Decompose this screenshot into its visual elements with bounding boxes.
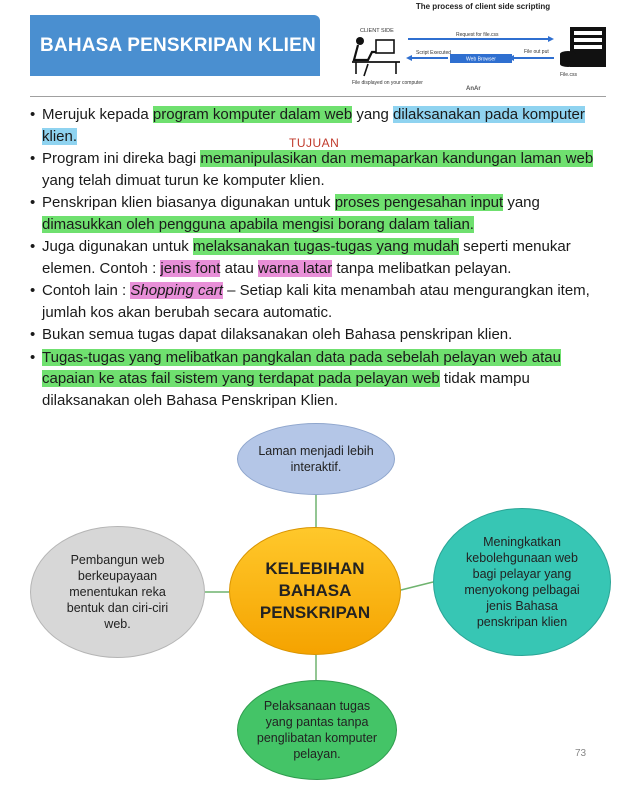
page-number: 73 <box>575 748 587 759</box>
diagram-brand: AnAr <box>466 86 481 92</box>
bullet-text: Program ini direka bagi <box>42 150 201 167</box>
bullet-item <box>30 236 610 279</box>
page-title-text: BAHASA PENSKRIPAN KLIEN <box>40 34 316 56</box>
highlighted-text: Tugas-tugas yang melibatkan pangkalan data pada sebelah pelayan web atau capaian ke atas fail sistem yang terdapat pada pelayan web <box>42 348 561 387</box>
page-title <box>30 15 320 76</box>
diagram-request-label: Request for file.css <box>456 32 499 38</box>
bullet-text: seperti menukar elemen. Contoh : <box>42 238 571 277</box>
mindmap-node-bottom: Pelaksanaan tugas yang pantas tanpa penglibatan komputer pelayan. <box>237 680 397 780</box>
bullet-item <box>30 280 610 323</box>
diagram-script-label: Script Executed <box>416 50 452 56</box>
bullet-text: Juga digunakan untuk <box>42 238 193 255</box>
client-side-scripting-diagram <box>338 2 628 92</box>
diagram-title: The process of client side scripting <box>415 2 551 11</box>
highlighted-text: warna latar <box>257 259 333 277</box>
bullet-text: yang <box>352 106 394 123</box>
bullet-text: yang <box>503 194 540 211</box>
mindmap-center: KELEBIHAN BAHASA PENSKRIPAN <box>229 527 401 655</box>
diagram-file-label: File.css <box>560 72 577 78</box>
bullet-text: tidak mampu dilaksanakan oleh Bahasa Penskripan Klien. <box>42 370 530 409</box>
highlighted-text: dimasukkan oleh pengguna apabila mengisi borang dalam talian. <box>42 215 474 233</box>
diagram-web-browser-label: Web Browser <box>466 56 496 63</box>
highlighted-text: dilaksanakan pada komputer klien. <box>42 106 585 145</box>
bullet-text: tanpa melibatkan pelayan. <box>332 259 512 277</box>
bullet-text: – Setiap kali kita menambah atau mengurangkan item, jumlah kos akan berubah secara automatic. <box>42 282 590 321</box>
diagram-output-label: File out put <box>524 49 549 55</box>
bullet-item <box>30 104 610 147</box>
bullet-text: Merujuk kepada <box>42 106 153 123</box>
bullet-text: Bukan semua tugas dapat dilaksanakan oleh Bahasa penskripan klien. <box>42 326 513 343</box>
bullet-item <box>30 148 610 191</box>
bullet-item <box>30 324 610 346</box>
bullet-item <box>30 347 610 412</box>
server-icon <box>560 27 606 67</box>
bullet-text: Penskripan klien biasanya digunakan untuk <box>42 194 335 211</box>
computer-user-icon <box>352 37 400 76</box>
highlighted-text: melaksanakan tugas-tugas yang mudah <box>192 238 459 255</box>
divider <box>30 96 606 97</box>
bullet-text: yang telah dimuat turun ke komputer klien. <box>42 171 325 189</box>
mindmap-node-right: Meningkatkan kebolehgunaan web bagi pelayar yang menyokong pelbagai jenis Bahasa penskripan klien <box>433 508 611 656</box>
bullet-item <box>30 192 610 235</box>
bullet-text: Contoh lain : <box>42 282 131 299</box>
handwritten-annotation: TUJUAN <box>289 136 340 150</box>
diagram-client-label: CLIENT SIDE <box>360 28 394 34</box>
highlighted-text: program komputer dalam web <box>152 106 353 123</box>
bullet-list <box>30 104 610 412</box>
mindmap-node-left: Pembangun web berkeupayaan menentukan reka bentuk dan ciri-ciri web. <box>30 526 205 658</box>
diagram-displayed-label: File displayed on your computer <box>352 80 423 86</box>
highlighted-text: proses pengesahan input <box>334 194 504 211</box>
highlighted-text: jenis font <box>160 259 221 277</box>
diagram-graphic <box>338 2 628 92</box>
mindmap-node-top: Laman menjadi lebih interaktif. <box>237 423 395 495</box>
highlighted-text: memanipulasikan dan memaparkan kandungan laman web <box>200 150 594 167</box>
bullet-text: atau <box>220 259 258 277</box>
highlighted-text: Shopping cart <box>130 282 223 299</box>
